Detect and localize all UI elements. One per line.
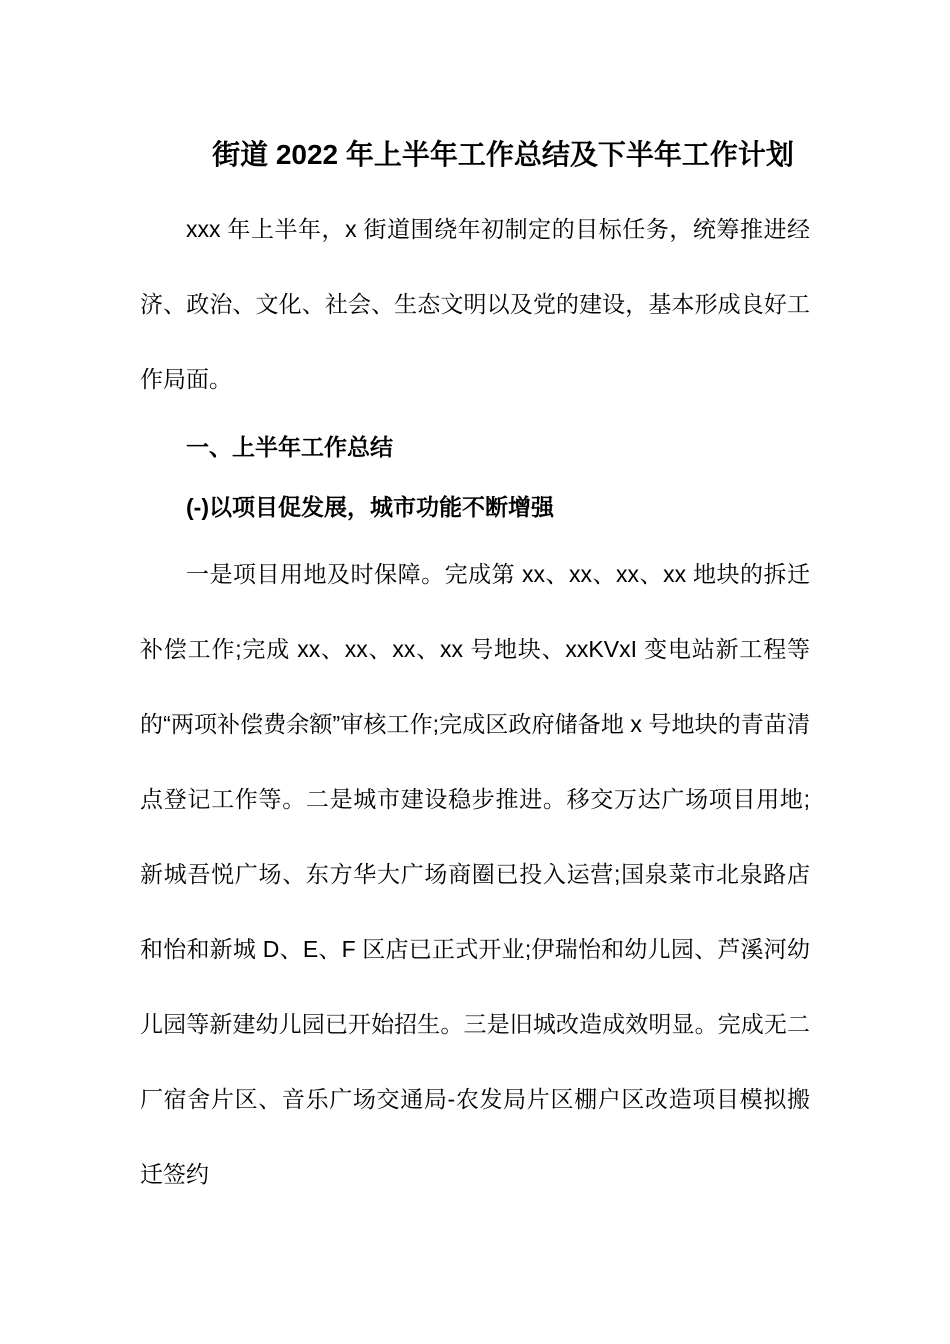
- section-heading-first-half-summary: 一、上半年工作总结: [186, 434, 393, 460]
- document-title: 街道 2022 年上半年工作总结及下半年工作计划: [212, 139, 794, 170]
- intro-paragraph: xxx 年上半年，x 街道围绕年初制定的目标任务，统筹推进经济、政治、文化、社会、生态文明以及党的建设，基本形成良好工作局面。: [140, 216, 810, 392]
- body-paragraph: 一是项目用地及时保障。完成第 xx、xx、xx、xx 地块的拆迁补偿工作;完成 xx、xx、xx、xx 号地块、xxKVxI 变电站新工程等的“两项补偿费余额”审核工作;完成区政府储备地 x 号地块的青苗清点登记工作等。二是城市建设稳步推进。移交万达广场项目用地;新城吾悦广场、东方华大广场商圈已投入运营;国泉菜市北泉路店和怡和新城 D、E、F 区店已正式开业;伊瑞怡和幼儿园、芦溪河幼儿园等新建幼儿园已开始招生。三是旧城改造成效明显。完成无二厂宿舍片区、音乐广场交通局-农发局片区棚户区改造项目模拟搬迁签约: [140, 561, 810, 1187]
- subsection-heading-project-development: (-)以项目促发展，城市功能不断增强: [186, 494, 554, 520]
